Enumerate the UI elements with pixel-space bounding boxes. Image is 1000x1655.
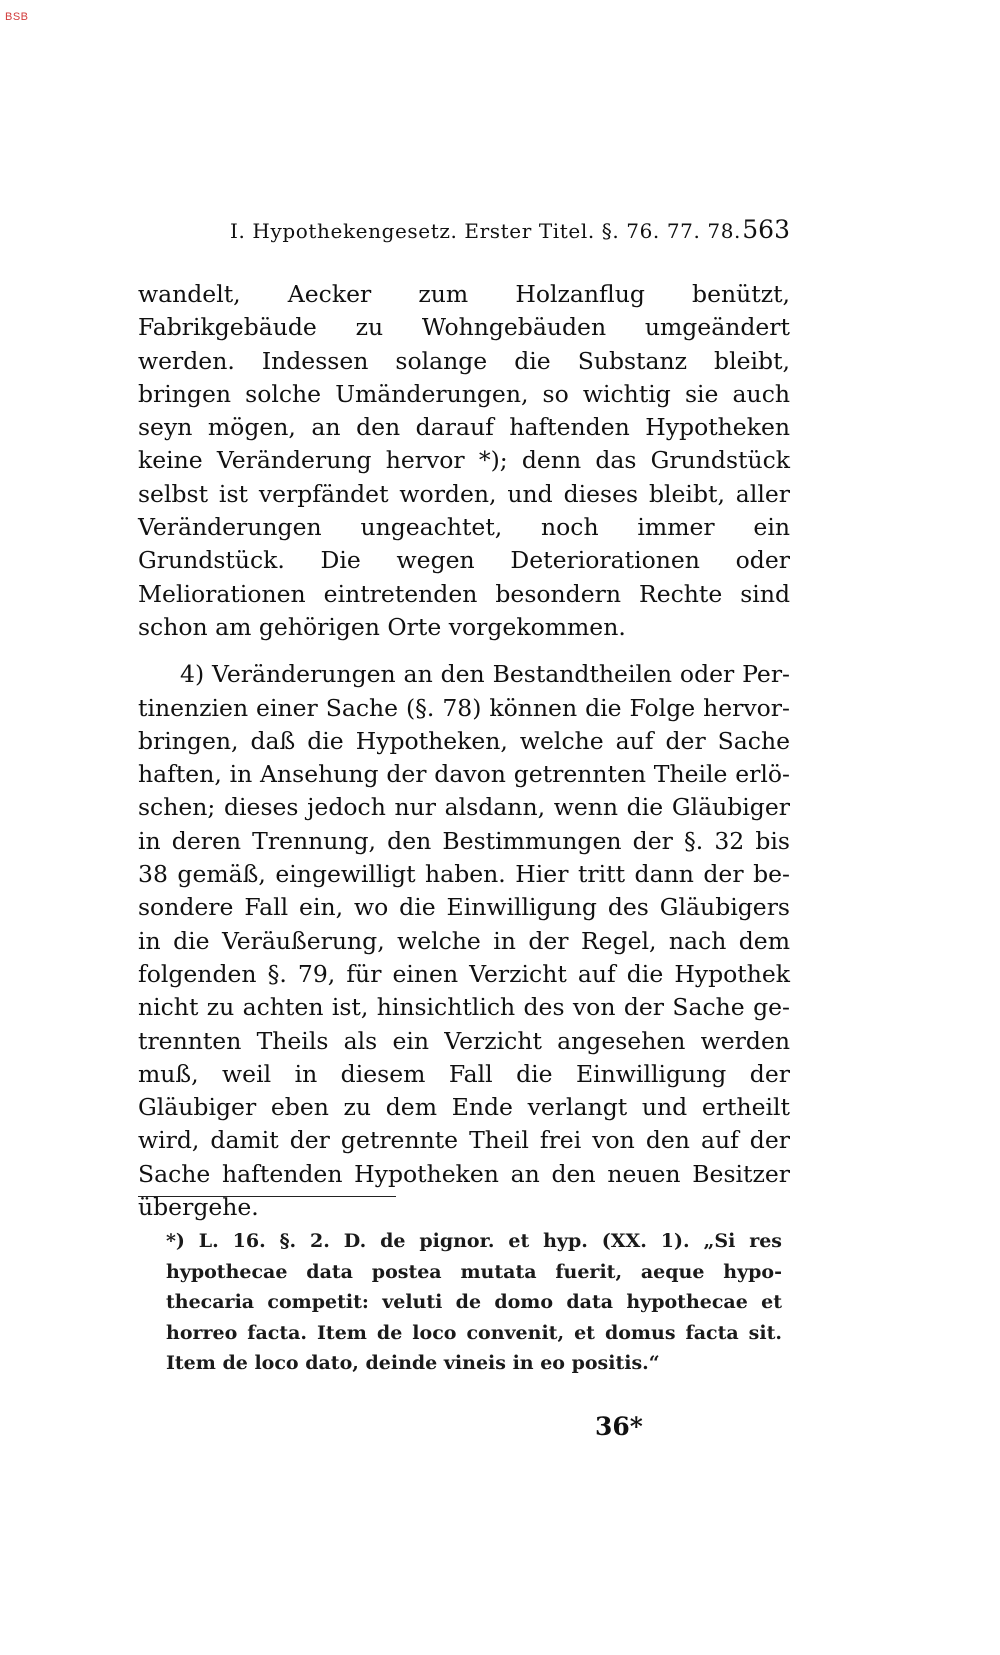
printer-signature-mark: 36* — [595, 1412, 643, 1441]
page-number: 563 — [742, 215, 790, 244]
paragraph-item-4: 4) Veränderungen an den Bestandtheilen oder Pertinenzien einer Sache (§. 78) können die Folge hervorbringen, daß die Hypotheken, welche auf der Sache haften, in Ansehung der davon getrennten Theile erlöschen; dieses jedoch nur alsdann, wenn die Gläubiger in deren Trennung, den Bestimmungen der §. 32 bis 38 gemäß, eingewilligt haben. Hier tritt dann der besondere Fall ein, wo die Einwilligung des Gläubigers in die Veräußerung, welche in der Regel, nach dem folgenden §. 79, für einen Verzicht auf die Hypothek nicht zu achten ist, hinsichtlich des von der Sache getrennten Theils als ein Verzicht angesehen werden muß, weil in diesem Fall die Einwilligung der Gläubiger eben zu dem Ende verlangt und ertheilt wird, damit der getrennte Theil frei von den auf der Sache haftenden Hypotheken an den neuen Besitzer übergehe. — [138, 660, 790, 1222]
running-head — [230, 215, 790, 249]
running-head-title: I. Hypothekengesetz. Erster Titel. §. 76. 77. 78. — [230, 219, 742, 243]
paragraph-continuation: wandelt, Aecker zum Holzanflug benützt, Fabrikgebäude zu Wohngebäuden umgeändert werden. Indessen solange die Substanz bleibt, bringen solche Umänderungen, so wichtig sie auch seyn mögen, an den darauf haftenden Hypotheken keine Veränderung hervor *); denn das Grundstück selbst ist verpfändet worden, und dieses bleibt, aller Veränderungen ungeachtet, noch immer ein Grundstück. Die wegen Deteriorationen oder Meliorationen eintretenden besondern Rechte sind schon am gehörigen Orte vorgekommen. — [138, 280, 790, 641]
body-text — [138, 278, 790, 1224]
footnote-divider — [138, 1196, 396, 1197]
footnote: *) L. 16. §. 2. D. de pignor. et hyp. (XX. 1). „Si res hypothecae data postea mutata fuerit, aeque hypothecaria competit: veluti de domo data hypothecae et horreo facta. Item de loco convenit, et domus facta sit. Item de loco dato, deinde vineis in eo positis.“ — [166, 1230, 782, 1374]
library-watermark: BSB — [5, 11, 29, 23]
